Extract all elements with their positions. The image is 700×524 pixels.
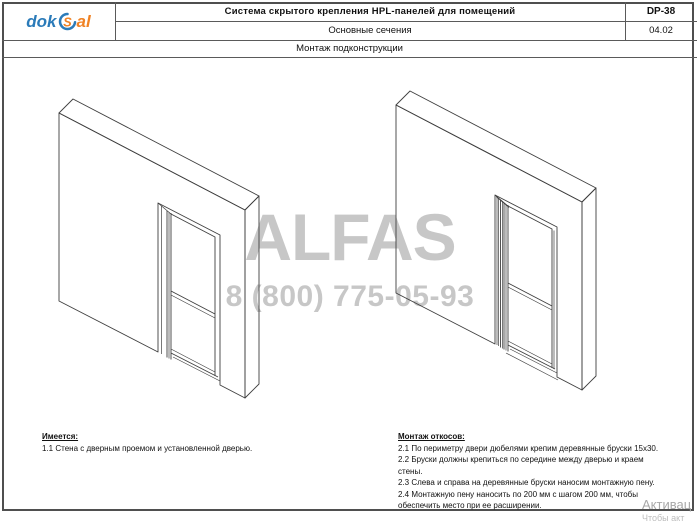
brand-watermark: ALFAS — [244, 200, 456, 274]
logo-text-dok: dok — [26, 11, 57, 31]
logo-s-swirl-icon — [58, 12, 77, 31]
svg-text:S: S — [62, 14, 72, 29]
logo-text-al: al — [76, 11, 91, 31]
note-item: 2.2 Бруски должны крепиться по середине между дверью и краем стены. — [398, 455, 644, 476]
os-watermark-line2: Чтобы акт — [642, 513, 685, 523]
company-logo — [26, 12, 90, 31]
note-item: 2.4 Монтажную пену наносить по 200 мм с шагом 200 мм, чтобы обеспечить место при ее расширении. — [398, 489, 638, 510]
notes-slopes-install — [398, 431, 668, 512]
notes-slopes-heading: Монтаж откосов: — [398, 432, 465, 441]
os-activation-watermark — [642, 497, 691, 523]
os-watermark-line1: Активац — [642, 497, 692, 512]
document-title: Система скрытого крепления HPL-панелей для помещений — [224, 6, 516, 17]
sheet-number: 04.02 — [649, 25, 673, 36]
notes-existing — [42, 431, 372, 454]
isometric-wall-door-existing — [40, 90, 275, 420]
wall-door-drawing-left — [40, 90, 275, 420]
wall-door-drawing-right — [377, 82, 612, 412]
document-subtitle: Основные сечения — [328, 25, 412, 36]
note-item: 2.1 По периметру двери дюбелями крепим деревянные бруски 15х30. — [398, 443, 659, 453]
logo-cell — [2, 2, 115, 40]
drawing-title: Монтаж подконструкции — [296, 43, 403, 54]
notes-existing-heading: Имеется: — [42, 432, 79, 441]
note-item: 2.3 Слева и справа на деревянные бруски наносим монтажную пену. — [398, 478, 655, 487]
header-divider-3 — [2, 57, 697, 58]
document-code: DP-38 — [646, 6, 676, 17]
isometric-wall-door-battens — [377, 82, 612, 412]
phone-watermark: 8 (800) 775-05-93 — [225, 280, 475, 313]
note-item: 1.1 Стена с дверным проемом и установленной дверью. — [42, 443, 253, 453]
